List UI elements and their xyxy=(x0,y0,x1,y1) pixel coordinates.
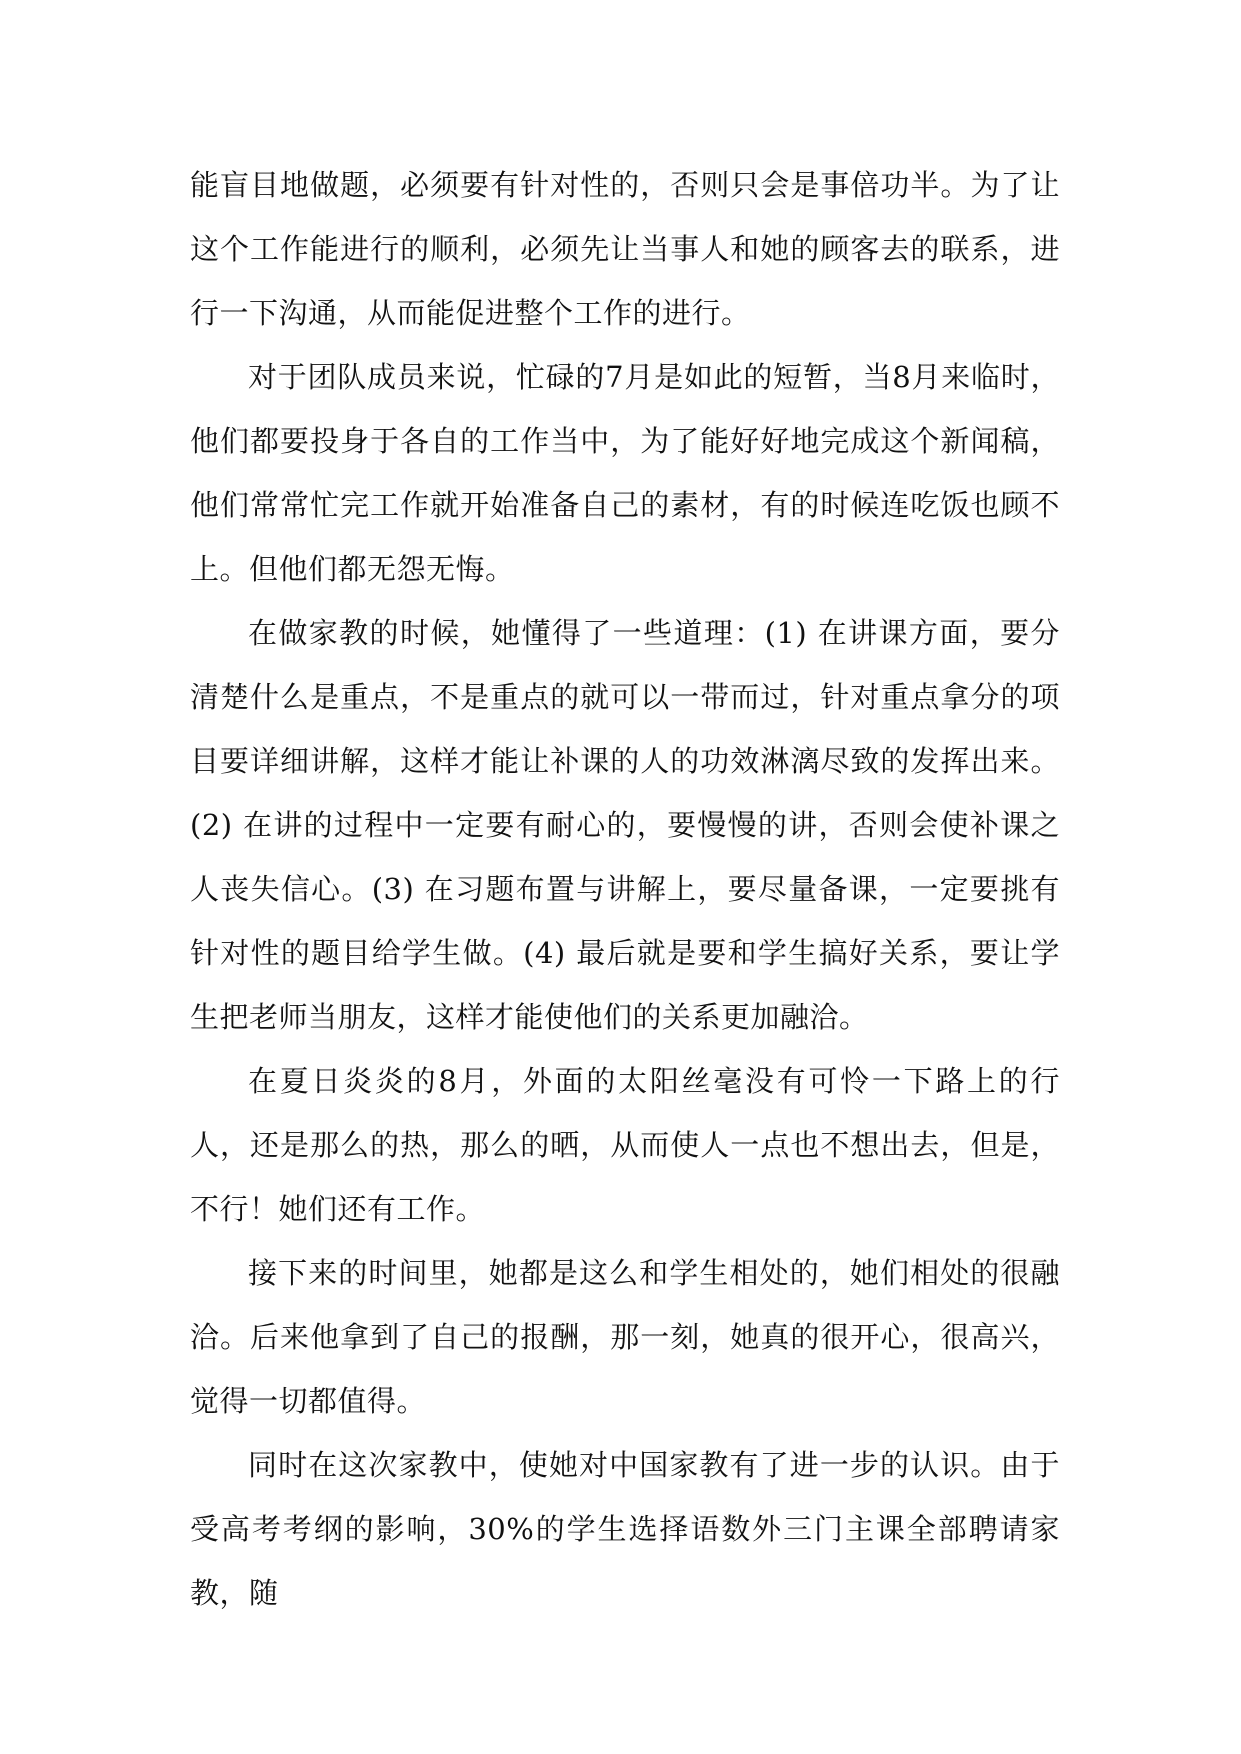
paragraph-5: 接下来的时间里，她都是这么和学生相处的，她们相处的很融洽。后来他拿到了自己的报酬，那一刻，她真的很开心，很高兴，觉得一切都值得。 xyxy=(190,1256,1060,1418)
document-body xyxy=(190,153,1060,1625)
paragraph-2: 对于团队成员来说，忙碌的7月是如此的短暂，当8月来临时，他们都要投身于各自的工作当中，为了能好好地完成这个新闻稿，他们常常忙完工作就开始准备自己的素材，有的时候连吃饭也顾不上。但他们都无怨无悔。 xyxy=(190,360,1060,586)
paragraph-3: 在做家教的时候，她懂得了一些道理：(1) 在讲课方面，要分清楚什么是重点，不是重点的就可以一带而过，针对重点拿分的项目要详细讲解，这样才能让补课的人的功效淋漓尽致的发挥出来。(2) 在讲的过程中一定要有耐心的，要慢慢的讲，否则会使补课之人丧失信心。(3) 在习题布置与讲解上，要尽量备课，一定要挑有针对性的题目给学生做。(4) 最后就是要和学生搞好关系，要让学生把老师当朋友，这样才能使他们的关系更加融洽。 xyxy=(190,616,1060,1034)
paragraph-1: 能盲目地做题，必须要有针对性的，否则只会是事倍功半。为了让这个工作能进行的顺利，必须先让当事人和她的顾客去的联系，进行一下沟通，从而能促进整个工作的进行。 xyxy=(190,168,1060,330)
paragraph-6: 同时在这次家教中，使她对中国家教有了进一步的认识。由于受高考考纲的影响，30%的学生选择语数外三门主课全部聘请家教，随 xyxy=(190,1448,1060,1610)
paragraph-4: 在夏日炎炎的8月，外面的太阳丝毫没有可怜一下路上的行人，还是那么的热，那么的晒，从而使人一点也不想出去，但是，不行！她们还有工作。 xyxy=(190,1064,1060,1226)
